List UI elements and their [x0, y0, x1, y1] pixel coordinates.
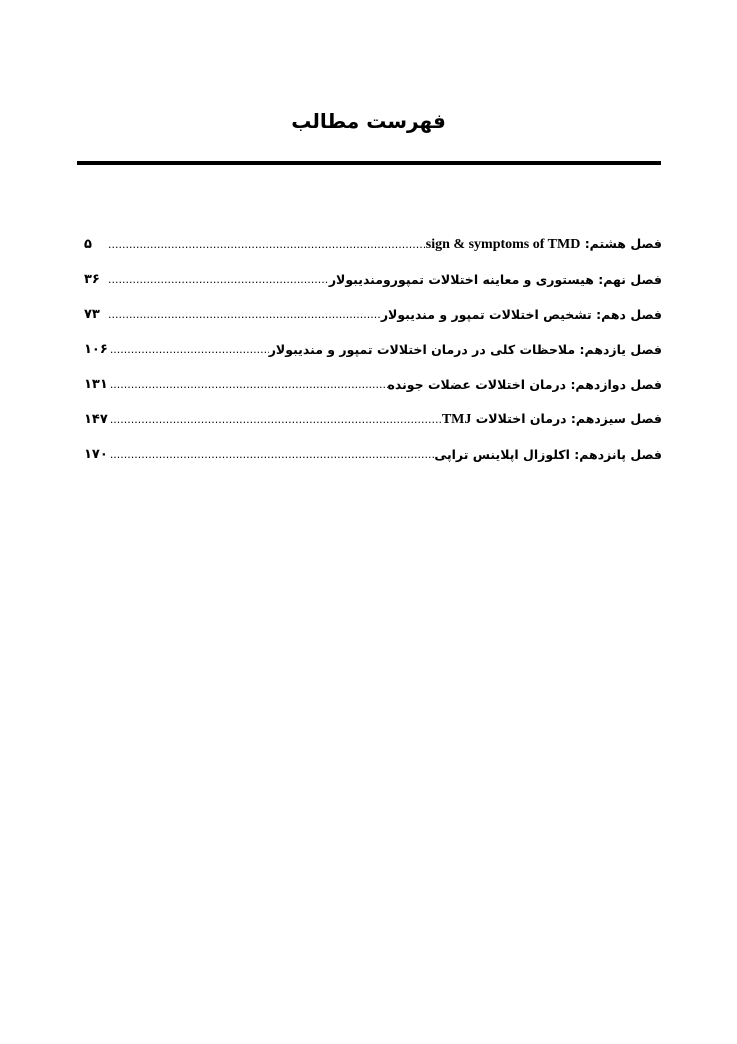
toc-entry-text [434, 447, 662, 463]
toc-dot-leader [106, 237, 426, 253]
title-divider [77, 161, 661, 165]
toc-entry-chapter-8[interactable] [84, 226, 662, 261]
toc-page-number: ۵ [84, 237, 92, 252]
toc-entry-chapter-12[interactable] [84, 366, 662, 401]
toc-chapter-label: فصل دوازدهم: [570, 377, 662, 392]
toc-entry-text [269, 342, 662, 358]
toc-chapter-title: اکلوزال اپلاینس تراپی [434, 447, 570, 462]
toc-page-number: ۷۳ [84, 307, 100, 322]
page-title: فهرست مطالب [291, 109, 446, 133]
toc-page-number: ۱۴۷ [84, 412, 108, 427]
toc-chapter-title: هیستوری و معاینه اختلالات تمپورومندیبولار [328, 272, 594, 287]
toc-dot-leader [108, 412, 442, 428]
toc-chapter-title: درمان اختلالات عضلات جونده [387, 377, 567, 392]
toc-chapter-label: فصل پانزدهم: [574, 447, 662, 462]
toc-chapter-label: فصل نهم: [598, 272, 662, 287]
table-of-contents [84, 226, 662, 471]
toc-dot-leader [108, 447, 435, 463]
toc-page-number: ۳۶ [84, 272, 100, 287]
toc-chapter-title: درمان اختلالات [475, 411, 567, 426]
toc-entry-chapter-10[interactable] [84, 296, 662, 331]
toc-dot-leader [108, 377, 388, 393]
toc-entry-chapter-15[interactable] [84, 436, 662, 471]
toc-chapter-title-suffix: TMJ [441, 412, 472, 427]
toc-page-number: ۱۳۱ [84, 377, 108, 392]
toc-page-number: ۱۰۶ [84, 342, 108, 357]
toc-chapter-label: فصل سیزدهم: [570, 411, 662, 426]
toc-entry-text [329, 272, 662, 288]
toc-page-number: ۱۷۰ [84, 447, 108, 462]
toc-entry-text [381, 307, 662, 323]
toc-chapter-label: فصل یازدهم: [579, 342, 662, 357]
toc-entry-text [388, 377, 663, 393]
toc-dot-leader [106, 307, 381, 323]
toc-dot-leader [108, 342, 269, 358]
toc-chapter-label: فصل هشتم: [584, 236, 662, 251]
toc-entry-chapter-13[interactable] [84, 401, 662, 436]
toc-entry-text [426, 236, 662, 253]
toc-entry-chapter-11[interactable] [84, 331, 662, 366]
toc-chapter-title: sign & symptoms of TMD [425, 237, 581, 252]
toc-chapter-title: تشخیص اختلالات تمپور و مندیبولار [380, 307, 592, 322]
toc-chapter-label: فصل دهم: [596, 307, 662, 322]
toc-entry-text [442, 411, 662, 428]
toc-entry-chapter-9[interactable] [84, 261, 662, 296]
toc-dot-leader [106, 272, 329, 288]
toc-chapter-title: ملاحظات کلی در درمان اختلالات تمپور و مندیبولار [268, 342, 576, 357]
